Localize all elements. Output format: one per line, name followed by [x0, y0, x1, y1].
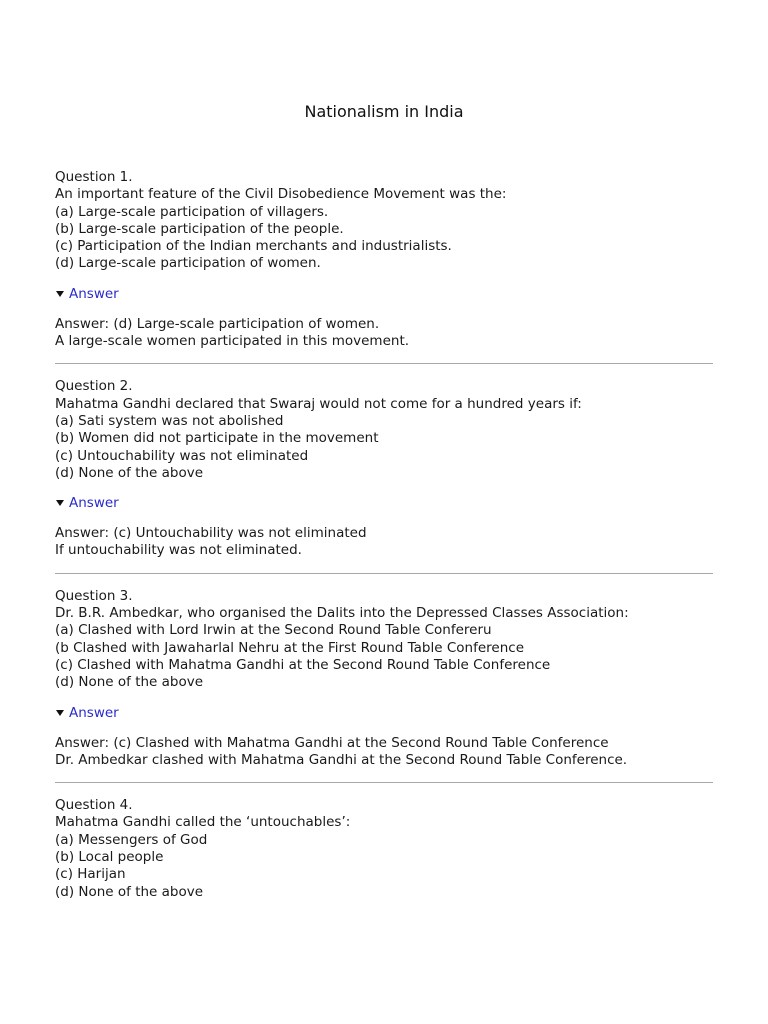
question-1: [55, 169, 713, 350]
answer-text: Answer: (d) Large-scale participation of women.: [55, 315, 380, 332]
option-b: (b Clashed with Jawaharlal Nehru at the First Round Table Conference: [55, 639, 524, 656]
option-b: (b) Women did not participate in the movement: [55, 430, 379, 447]
option-c: (c) Participation of the Indian merchants and industrialists.: [55, 238, 452, 255]
answer-explanation: If untouchability was not eliminated.: [55, 542, 302, 559]
question-4: [55, 797, 713, 901]
option-a: (a) Clashed with Lord Irwin at the Second Round Table Confereru: [55, 622, 492, 639]
option-d: (d) None of the above: [55, 464, 204, 481]
answer-explanation: Dr. Ambedkar clashed with Mahatma Gandhi at the Second Round Table Conference.: [55, 751, 628, 768]
answer-text: Answer: (c) Untouchability was not eliminated: [55, 525, 367, 542]
answer-panel: [55, 735, 713, 770]
answer-toggle[interactable]: [55, 705, 713, 722]
page-title: Nationalism in India: [304, 102, 464, 121]
triangle-down-icon: [55, 496, 65, 506]
option-a: (a) Sati system was not abolished: [55, 412, 284, 429]
question-prompt: An important feature of the Civil Disobedience Movement was the:: [55, 186, 507, 203]
option-b: (b) Local people: [55, 849, 164, 866]
triangle-down-icon: [55, 706, 65, 716]
question-heading: Question 4.: [55, 797, 133, 814]
answer-toggle[interactable]: [55, 286, 713, 303]
question-list: [55, 169, 713, 901]
question-prompt: Mahatma Gandhi declared that Swaraj would not come for a hundred years if:: [55, 395, 582, 412]
divider: [55, 782, 713, 783]
answer-toggle-label[interactable]: Answer: [69, 704, 119, 721]
question-2: [55, 378, 713, 559]
option-d: (d) None of the above: [55, 674, 204, 691]
option-a: (a) Large-scale participation of villagers.: [55, 203, 329, 220]
option-c: (c) Untouchability was not eliminated: [55, 447, 309, 464]
answer-toggle-label[interactable]: Answer: [69, 285, 119, 302]
question-heading: Question 1.: [55, 169, 133, 185]
question-heading: Question 2.: [55, 378, 133, 395]
answer-panel: [55, 316, 713, 351]
divider: [55, 363, 713, 364]
option-a: (a) Messengers of God: [55, 831, 208, 848]
option-b: (b) Large-scale participation of the people.: [55, 220, 344, 237]
option-c: (c) Clashed with Mahatma Gandhi at the Second Round Table Conference: [55, 656, 551, 673]
answer-panel: [55, 525, 713, 560]
answer-toggle-label[interactable]: Answer: [69, 495, 119, 512]
divider: [55, 573, 713, 574]
option-d: (d) None of the above: [55, 883, 204, 900]
answer-toggle[interactable]: [55, 495, 713, 512]
question-prompt: Dr. B.R. Ambedkar, who organised the Dalits into the Depressed Classes Association:: [55, 605, 629, 622]
question-heading: Question 3.: [55, 587, 133, 604]
option-d: (d) Large-scale participation of women.: [55, 255, 321, 272]
question-3: [55, 588, 713, 769]
answer-text: Answer: (c) Clashed with Mahatma Gandhi at the Second Round Table Conference: [55, 734, 609, 751]
triangle-down-icon: [55, 287, 65, 297]
option-c: (c) Harijan: [55, 866, 126, 883]
answer-explanation: A large-scale women participated in this movement.: [55, 333, 410, 350]
question-prompt: Mahatma Gandhi called the ‘untouchables’:: [55, 814, 351, 831]
